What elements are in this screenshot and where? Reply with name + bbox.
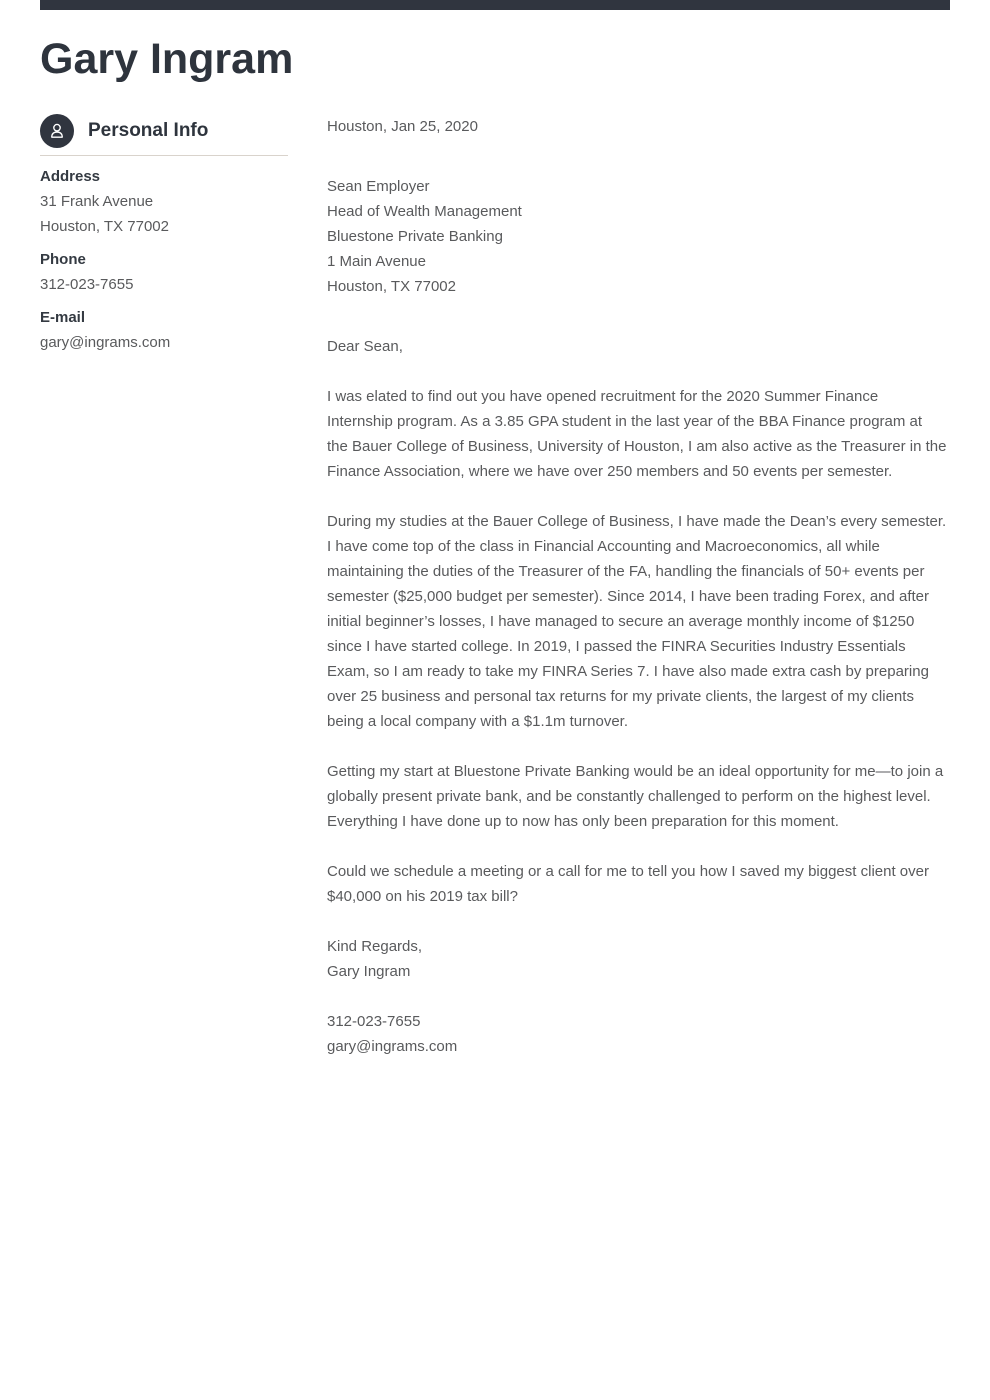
recipient-line: Bluestone Private Banking: [327, 228, 503, 245]
person-icon: [40, 114, 74, 148]
personal-info-sidebar: [40, 114, 288, 1059]
email-field: [40, 305, 288, 355]
address-line: Houston, TX 77002: [40, 218, 169, 235]
accent-top-bar: [40, 0, 950, 10]
signature-contact-block: [327, 1009, 947, 1059]
address-label: Address: [40, 168, 101, 185]
email-value: gary@ingrams.com: [40, 334, 171, 351]
paragraph: During my studies at the Bauer College of Business, I have made the Dean’s every semester. I have come top of the class in Financial Accounting and Macroeconomics, all while maintaining the duties of the Treasurer of the FA, handling the financials of 50+ events per semester ($25,000 budget per semester). Since 2014, I have been trading Forex, and after initial beginner’s losses, I have managed to secure an average monthly income of $1250 since I have started college. In 2019, I passed the FINRA Securities Industry Essentials Exam, so I am ready to take my FINRA Series 7. I have also made extra cash by preparing over 25 business and personal tax returns for my private clients, the largest of my clients being a local company with a $1.1m turnover.: [327, 513, 947, 730]
recipient-line: Houston, TX 77002: [327, 278, 456, 295]
paragraph: I was elated to find out you have opened recruitment for the 2020 Summer Finance Internship program. As a 3.85 GPA student in the last year of the BBA Finance program at the Bauer College of Business, University of Houston, I am also active as the Treasurer in the Finance Association, where we have over 250 members and 50 events per semester.: [327, 388, 947, 480]
signature-email: gary@ingrams.com: [327, 1038, 458, 1055]
recipient-block: [327, 174, 947, 299]
recipient-line: Sean Employer: [327, 178, 430, 195]
document-body: [40, 114, 950, 1059]
letter-body: [327, 114, 947, 1059]
closing-line: Kind Regards,: [327, 938, 423, 955]
page-title: Gary Ingram: [40, 35, 294, 83]
salutation: Dear Sean,: [327, 338, 403, 355]
phone-value: 312-023-7655: [40, 276, 134, 293]
signature-name: Gary Ingram: [327, 963, 411, 980]
recipient-line: Head of Wealth Management: [327, 203, 522, 220]
signature-phone: 312-023-7655: [327, 1013, 421, 1030]
address-field: [40, 164, 288, 239]
recipient-line: 1 Main Avenue: [327, 253, 426, 270]
email-label: E-mail: [40, 309, 86, 326]
paragraph: Could we schedule a meeting or a call for me to tell you how I saved my biggest client over $40,000 on his 2019 tax bill?: [327, 863, 929, 905]
date-line: Houston, Jan 25, 2020: [327, 118, 478, 135]
address-line: 31 Frank Avenue: [40, 193, 154, 210]
sidebar-section-title: Personal Info: [88, 120, 209, 141]
paragraph: Getting my start at Bluestone Private Banking would be an ideal opportunity for me—to join a globally present private bank, and be constantly challenged to perform on the highest level. Everything I have done up to now has only been preparation for this moment.: [327, 763, 944, 830]
sidebar-divider: [40, 155, 288, 156]
sidebar-header: [40, 114, 288, 148]
phone-label: Phone: [40, 251, 86, 268]
closing-block: [327, 934, 947, 984]
phone-field: [40, 247, 288, 297]
